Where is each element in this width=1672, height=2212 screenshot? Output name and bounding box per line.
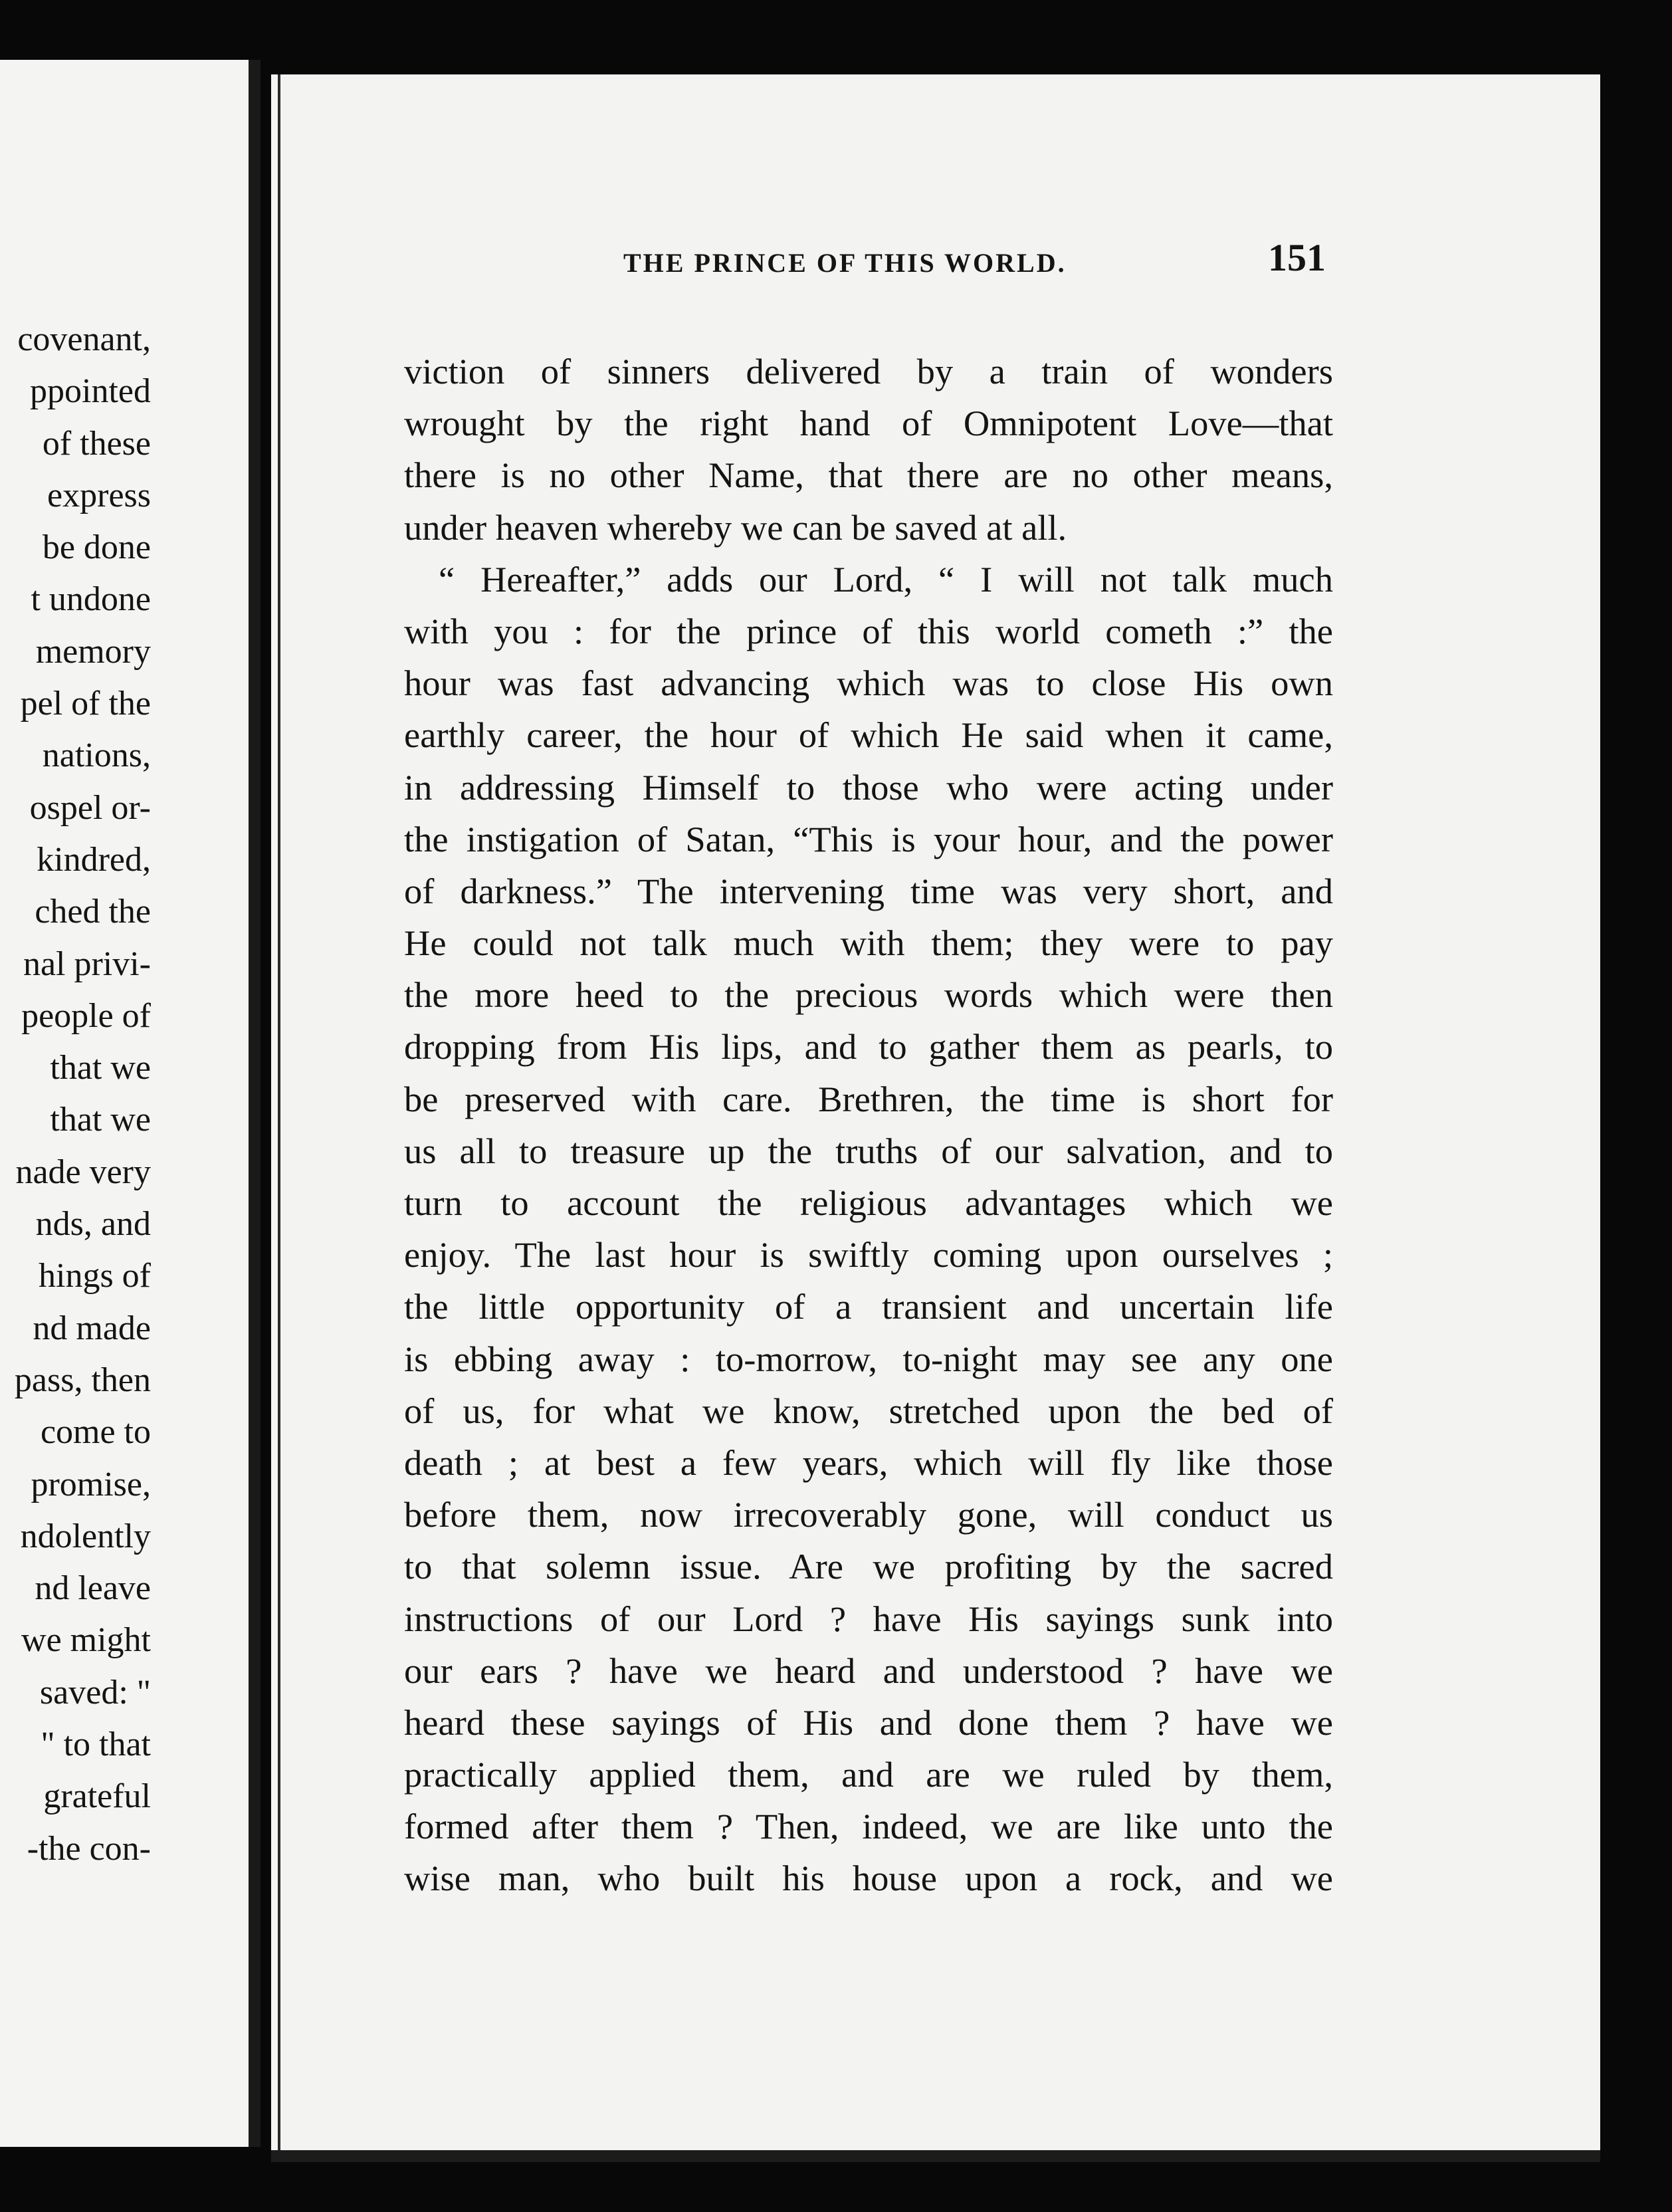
text-line: turn to account the religious advantages which we — [404, 1182, 1333, 1223]
text-line: viction of sinners delivered by a train of wonders — [404, 351, 1333, 391]
left-line: ched the — [35, 893, 151, 931]
text-line: heard these sayings of His and done them ? have we — [404, 1702, 1333, 1743]
running-title: THE PRINCE OF THIS WORLD. — [623, 248, 1067, 278]
text-line: of darkness.” The intervening time was very short, and — [404, 870, 1333, 911]
left-line: ospel or- — [29, 788, 151, 827]
left-line: of these — [42, 424, 151, 463]
text-line: the instigation of Satan, “This is your hour, and the power — [404, 818, 1333, 859]
left-line: nade very — [15, 1153, 151, 1191]
text-line: earthly career, the hour of which He said when it came, — [404, 715, 1333, 756]
left-line: pel of the — [20, 685, 151, 723]
text-line: hour was fast advancing which was to close His own — [404, 663, 1333, 704]
text-line: before them, now irrecoverably gone, will conduct us — [404, 1494, 1333, 1535]
text-line: the little opportunity of a transient and uncertain life — [404, 1286, 1333, 1327]
left-page-text — [0, 314, 151, 1875]
left-line: nations, — [42, 736, 151, 775]
left-line: ndolently — [20, 1517, 151, 1555]
text-line: practically applied them, and are we ruled by them, — [404, 1754, 1333, 1795]
text-line: us all to treasure up the truths of our salvation, and to — [404, 1130, 1333, 1171]
text-line: be preserved with care. Brethren, the time is short for — [404, 1078, 1333, 1119]
text-line: with you : for the prince of this world cometh :” the — [404, 610, 1333, 651]
left-line: express — [47, 476, 151, 514]
left-line: that we — [50, 1101, 151, 1139]
text-line: our ears ? have we heard and understood ? have we — [404, 1650, 1333, 1691]
left-page-fragment — [0, 60, 261, 2147]
text-line: wise man, who built his house upon a rock, and we — [404, 1858, 1333, 1899]
text-line: in addressing Himself to those who were acting under — [404, 766, 1333, 808]
text-line: dropping from His lips, and to gather them as pearls, to — [404, 1026, 1333, 1067]
left-line: nds, and — [35, 1205, 151, 1244]
left-line: nal privi- — [23, 944, 151, 983]
body-text — [404, 346, 1333, 1905]
left-line: covenant, — [17, 320, 151, 358]
text-line: enjoy. The last hour is swiftly coming upon ourselves ; — [404, 1234, 1333, 1275]
left-line: people of — [21, 996, 151, 1035]
left-line: that we — [50, 1049, 151, 1087]
left-line: come to — [40, 1413, 151, 1452]
running-header — [271, 227, 1334, 287]
left-line: grateful — [43, 1777, 151, 1816]
text-line: wrought by the right hand of Omnipotent Love—that — [404, 403, 1333, 444]
left-line: -the con- — [27, 1829, 151, 1868]
text-line: “ Hereafter,” adds our Lord, “ I will not talk much — [439, 558, 1333, 600]
text-line: death ; at best a few years, which will fly like those — [404, 1442, 1333, 1483]
page-fold-shadow — [278, 74, 280, 2152]
left-line: memory — [35, 632, 151, 671]
left-line: be done — [42, 528, 151, 567]
text-line: under heaven whereby we can be saved at all. — [404, 506, 1067, 548]
left-line: hings of — [39, 1257, 151, 1295]
text-line: He could not talk much with them; they were to pay — [404, 923, 1333, 964]
page-bottom-edge — [271, 2150, 1600, 2162]
left-line: pass, then — [14, 1361, 151, 1399]
left-line: t undone — [31, 580, 151, 619]
text-line: instructions of our Lord ? have His sayings sunk into — [404, 1598, 1333, 1639]
left-line: we might — [21, 1621, 151, 1660]
left-line: nd made — [33, 1309, 151, 1347]
text-line: the more heed to the precious words which were then — [404, 974, 1333, 1016]
text-line: is ebbing away : to-morrow, to-night may see any one — [404, 1338, 1333, 1379]
page-edge — [249, 60, 261, 2147]
left-line: kindred, — [37, 840, 151, 879]
left-line: saved: " — [39, 1673, 151, 1712]
left-line: ppointed — [30, 372, 151, 411]
right-page — [271, 74, 1600, 2152]
left-line: promise, — [31, 1465, 151, 1503]
left-line: " to that — [41, 1725, 151, 1764]
page-number: 151 — [1268, 236, 1326, 279]
text-line: of us, for what we know, stretched upon the bed of — [404, 1390, 1333, 1431]
text-line: to that solemn issue. Are we profiting by the sacred — [404, 1546, 1333, 1587]
text-line: formed after them ? Then, indeed, we are like unto the — [404, 1806, 1333, 1847]
text-line: there is no other Name, that there are no other means, — [404, 455, 1333, 496]
left-line: nd leave — [35, 1569, 151, 1608]
